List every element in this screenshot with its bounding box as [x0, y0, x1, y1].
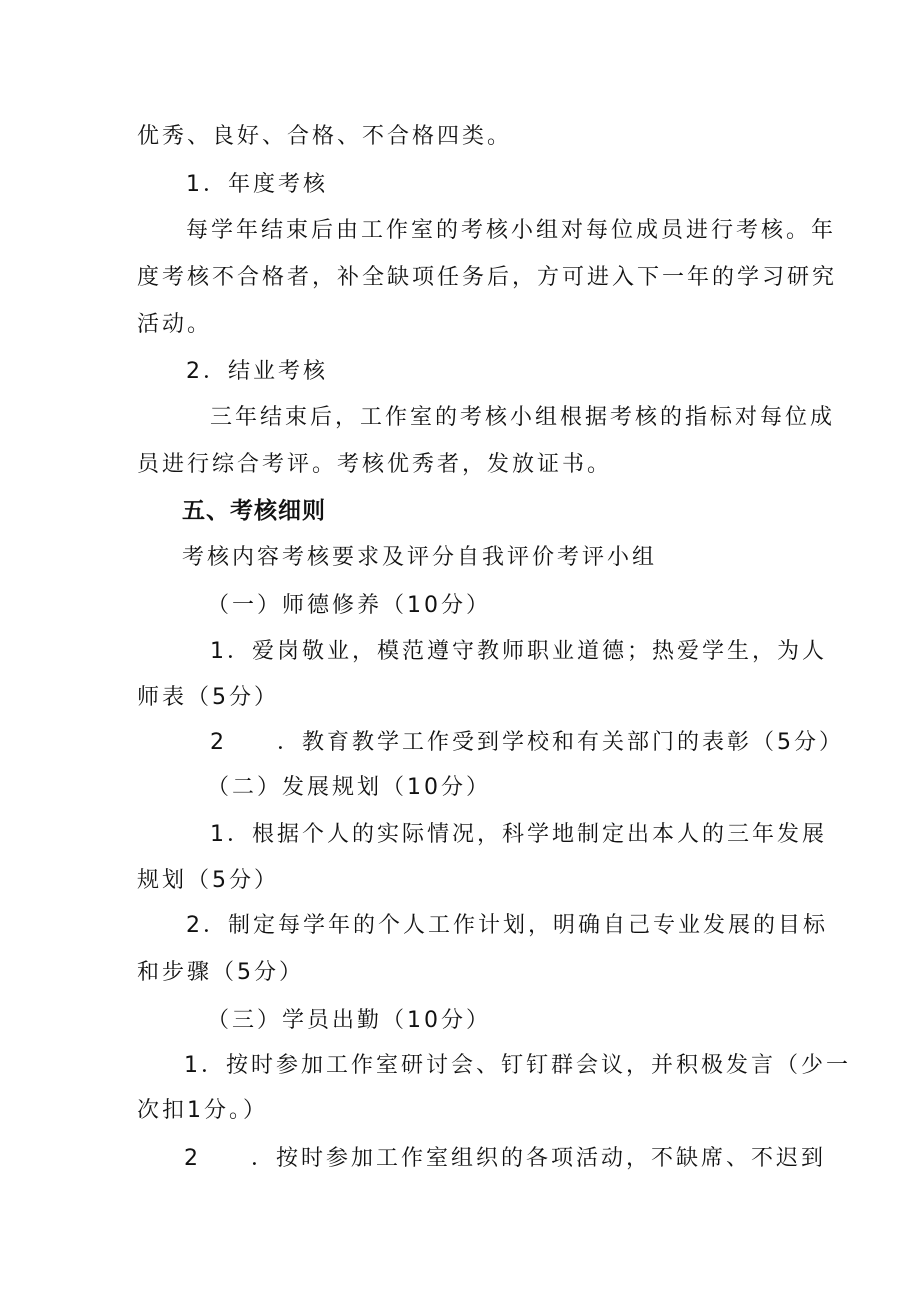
- text-line: 规划（5分）: [137, 868, 279, 893]
- text-line: 员进行综合考评。考核优秀者，发放证书。: [137, 452, 613, 477]
- subsection-heading: （三）学员出勤（10分）: [207, 1008, 491, 1033]
- chapter-heading: 五、考核细则: [182, 498, 326, 524]
- text-line: 三年结束后，工作室的考核小组根据考核的指标对每位成: [210, 405, 836, 430]
- text-line: 2 ．教育教学工作受到学校和有关部门的表彰（5分）: [210, 730, 844, 755]
- text-line: 活动。: [137, 312, 213, 337]
- section-heading: 1．年度考核: [186, 172, 328, 197]
- text-line: 和步骤（5分）: [137, 960, 304, 985]
- subsection-heading: （二）发展规划（10分）: [207, 775, 491, 800]
- section-heading: 2．结业考核: [186, 359, 328, 384]
- text-line: 次扣1分。）: [137, 1098, 268, 1123]
- text-line: 2．制定每学年的个人工作计划，明确自己专业发展的目标: [186, 913, 828, 938]
- subsection-heading: （一）师德修养（10分）: [207, 593, 491, 618]
- table-header-line: 考核内容考核要求及评分自我评价考评小组: [182, 545, 658, 570]
- text-line: 2 ．按时参加工作室组织的各项活动，不缺席、不迟到: [184, 1146, 826, 1171]
- text-line: 优秀、良好、合格、不合格四类。: [137, 124, 513, 149]
- text-line: 师表（5分）: [137, 685, 279, 710]
- text-line: 1．爱岗敬业，模范遵守教师职业道德；热爱学生，为人: [210, 639, 827, 664]
- text-line: 每学年结束后由工作室的考核小组对每位成员进行考核。年: [186, 218, 837, 243]
- text-line: 1．按时参加工作室研讨会、钉钉群会议，并积极发言（少一: [184, 1053, 851, 1078]
- text-line: 度考核不合格者，补全缺项任务后，方可进入下一年的学习研究: [137, 265, 838, 290]
- text-line: 1．根据个人的实际情况，科学地制定出本人的三年发展: [210, 822, 827, 847]
